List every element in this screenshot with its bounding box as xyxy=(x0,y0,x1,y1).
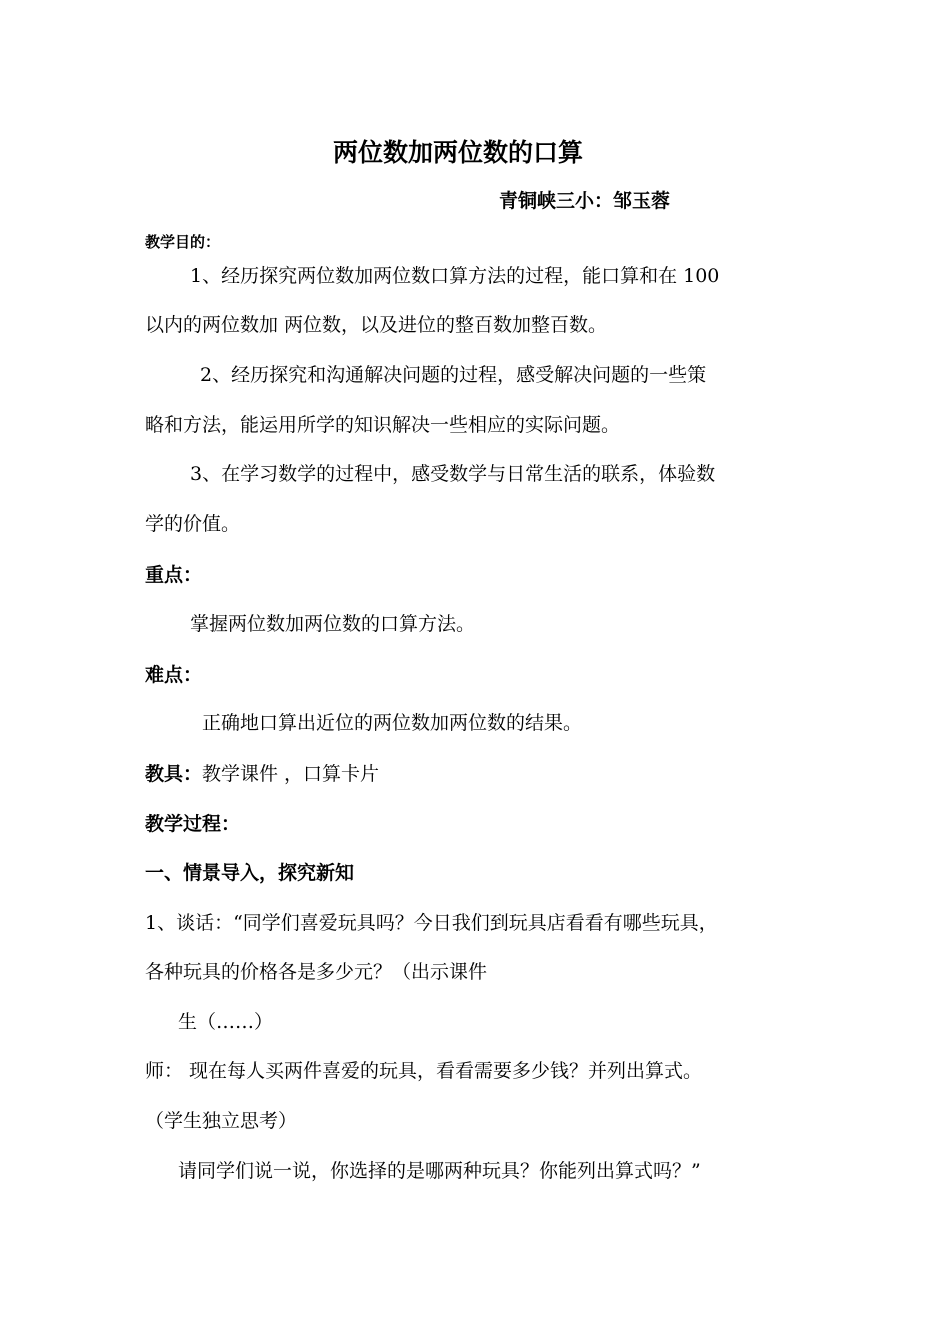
key-point-heading: 重点： xyxy=(145,564,203,586)
tools-line xyxy=(145,762,379,786)
objectives-heading: 教学目的： xyxy=(145,233,221,251)
document-title: 两位数加两位数的口算 xyxy=(333,138,584,167)
objective-3-line-2: 学的价值。 xyxy=(145,513,241,535)
paragraph-5: 请同学们说一说，你选择的是哪两种玩具？你能列出算式吗？” xyxy=(178,1160,701,1182)
paragraph-4: （学生独立思考） xyxy=(145,1110,298,1132)
objective-1-line-2: 以内的两位数加 两位数，以及进位的整百数加整百数。 xyxy=(145,314,608,336)
section-1-heading: 一、情景导入，探究新知 xyxy=(145,862,355,884)
paragraph-1-line-1: 1、谈话：“同学们喜爱玩具吗？今日我们到玩具店看看有哪些玩具， xyxy=(145,912,718,934)
objective-2-line-2: 略和方法，能运用所学的知识解决一些相应的实际问题。 xyxy=(145,414,621,436)
paragraph-1-line-2: 各种玩具的价格各是多少元？（出示课件 xyxy=(145,961,488,983)
objective-2-line-1: 2、经历探究和沟通解决问题的过程，感受解决问题的一些策 xyxy=(200,364,707,386)
paragraph-3: 师： 现在每人买两件喜爱的玩具，看看需要多少钱？并列出算式。 xyxy=(145,1060,703,1082)
objective-1-line-1: 1、经历探究两位数加两位数口算方法的过程，能口算和在 100 xyxy=(190,265,720,287)
difficulty-heading: 难点： xyxy=(145,664,203,686)
objective-3-line-1: 3、在学习数学的过程中，感受数学与日常生活的联系，体验数 xyxy=(190,463,716,485)
process-heading: 教学过程： xyxy=(145,813,241,835)
tools-text: 教学课件 ，口算卡片 xyxy=(202,763,380,785)
tools-label: 教具： xyxy=(145,763,203,785)
author-line: 青铜峡三小：邹玉蓉 xyxy=(499,190,671,212)
difficulty-text: 正确地口算出近位的两位数加两位数的结果。 xyxy=(202,712,583,734)
paragraph-2: 生（……） xyxy=(178,1011,274,1033)
key-point-text: 掌握两位数加两位数的口算方法。 xyxy=(190,613,476,635)
